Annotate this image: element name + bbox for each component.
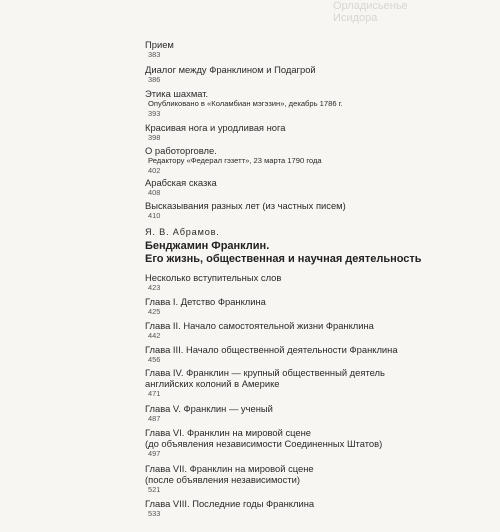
toc-entry[interactable]	[145, 122, 285, 143]
chapter-title-cont: английских колоний в Америке	[145, 378, 280, 389]
section-title	[145, 240, 422, 266]
chapter-entry[interactable]	[145, 498, 314, 519]
toc-entry[interactable]	[145, 64, 316, 85]
entry-page: 408	[148, 188, 161, 197]
entry-page: 402	[148, 166, 161, 175]
entry-page: 383	[148, 50, 161, 59]
chapter-entry[interactable]	[145, 367, 385, 399]
entry-title: О работорговле.	[145, 145, 217, 156]
entry-page: 410	[148, 211, 161, 220]
chapter-entry[interactable]	[145, 344, 398, 365]
entry-subtitle: Опубликовано в «Коламбиан мэгэзин», декабрь 1786 г.	[148, 99, 343, 108]
chapter-title: Глава IV. Франклин — крупный общественный деятель	[145, 367, 385, 378]
chapter-page: 423	[148, 283, 161, 292]
entry-title: Красивая нога и уродливая нога	[145, 122, 286, 133]
entry-page: 398	[148, 133, 161, 142]
toc-entry[interactable]	[145, 177, 217, 198]
bleed-line: Исидора	[333, 12, 378, 24]
chapter-title-cont: (после объявления независимости)	[145, 474, 300, 485]
chapter-entry[interactable]	[145, 320, 374, 341]
chapter-title: Глава VI. Франклин на мировой сцене	[145, 427, 312, 438]
chapter-title: Глава VIII. Последние годы Франклина	[145, 498, 315, 509]
chapter-title: Глава I. Детство Франклина	[145, 296, 266, 307]
chapter-title: Глава VII. Франклин на мировой сцене	[145, 463, 314, 474]
chapter-entry[interactable]	[145, 463, 314, 495]
chapter-title: Несколько вступительных слов	[145, 272, 282, 283]
section-author: Я. В. Абрамов.	[145, 227, 220, 237]
entry-page: 386	[148, 75, 161, 84]
chapter-entry[interactable]	[145, 427, 382, 459]
entry-title: Диалог между Франклином и Подагрой	[145, 64, 316, 75]
chapter-page: 442	[148, 331, 161, 340]
chapter-title: Глава V. Франклин — ученый	[145, 403, 273, 414]
chapter-page: 471	[148, 389, 161, 398]
section-title-line: Бенджамин Франклин.	[145, 240, 270, 252]
entry-title: Этика шахмат.	[145, 88, 209, 99]
entry-subtitle: Редактору «Федерал гэзетт», 23 марта 1790 года	[148, 156, 322, 165]
chapter-page: 497	[148, 449, 161, 458]
chapter-title-cont: (до объявления независимости Соединенных Штатов)	[145, 438, 383, 449]
chapter-page: 456	[148, 355, 161, 364]
chapter-title: Глава II. Начало самостоятельной жизни Франклина	[145, 320, 374, 331]
chapter-page: 487	[148, 414, 161, 423]
bleed-line: Орладисьенье	[333, 0, 408, 12]
chapter-entry[interactable]	[145, 272, 281, 293]
toc-entry[interactable]	[145, 88, 343, 119]
toc-entry[interactable]	[145, 200, 346, 221]
bleed-through-text	[325, 0, 500, 30]
chapter-page: 533	[148, 509, 161, 518]
toc-entry[interactable]	[145, 145, 322, 176]
chapter-entry[interactable]	[145, 296, 266, 317]
entry-title: Арабская сказка	[145, 177, 217, 188]
toc-entry[interactable]	[145, 39, 174, 60]
chapter-page: 521	[148, 485, 161, 494]
section-title-line: Его жизнь, общественная и научная деятельность	[145, 253, 422, 265]
entry-page: 393	[148, 109, 161, 118]
entry-title: Высказывания разных лет (из частных писем)	[145, 200, 346, 211]
entry-title: Прием	[145, 39, 174, 50]
chapter-title: Глава III. Начало общественной деятельности Франклина	[145, 344, 398, 355]
chapter-entry[interactable]	[145, 403, 273, 424]
chapter-page: 425	[148, 307, 161, 316]
